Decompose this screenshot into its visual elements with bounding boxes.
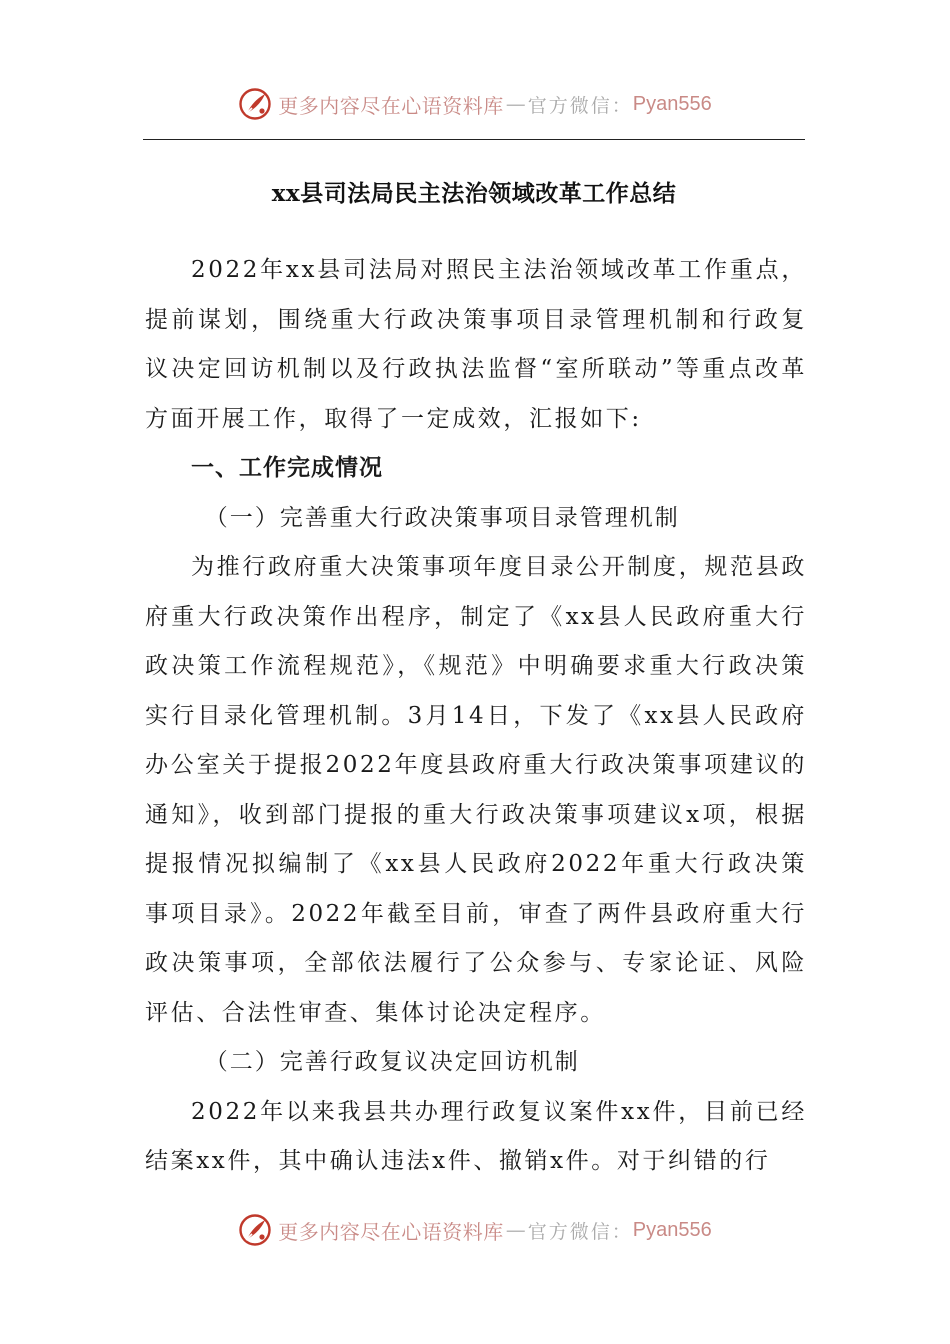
watermark-header — [0, 82, 950, 126]
watermark-dash: — — [505, 1218, 526, 1242]
subsection-heading-1: （一）完善重大行政决策事项目录管理机制 — [204, 504, 680, 531]
watermark-label: 官方微信： — [527, 94, 633, 117]
header-rule — [143, 139, 805, 140]
body-paragraph-2: 2022年以来我县共办理行政复议案件xx件，目前已经结案xx件，其中确认违法x件、撤销x件。对于纠错的行 — [145, 1098, 807, 1174]
watermark-dash: — — [505, 92, 526, 116]
quill-logo-icon — [238, 1213, 272, 1247]
watermark-label: 官方微信： — [527, 1220, 633, 1243]
watermark-brand: 更多内容尽在心语资料库 — [278, 1219, 504, 1244]
watermark-footer — [0, 1208, 950, 1252]
watermark-wechat-id: Pyan556 — [632, 92, 712, 115]
section-heading: 一、工作完成情况 — [191, 455, 383, 481]
intro-paragraph: 2022年xx县司法局对照民主法治领域改革工作重点，提前谋划，围绕重大行政决策事项目录管理机制和行政复议决定回访机制以及行政执法监督“室所联动”等重点改革方面开展工作，取得了一定成效，汇报如下: — [145, 257, 807, 432]
watermark-brand: 更多内容尽在心语资料库 — [278, 93, 504, 118]
document-title: xx县司法局民主法治领域改革工作总结 — [271, 180, 677, 207]
watermark-wechat-id: Pyan556 — [632, 1218, 712, 1241]
document-body — [145, 246, 807, 1187]
subsection-heading-2: （二）完善行政复议决定回访机制 — [204, 1049, 580, 1075]
quill-logo-icon — [238, 87, 272, 121]
body-paragraph-1: 为推行政府重大决策事项年度目录公开制度，规范县政府重大行政决策作出程序，制定了《xx县人民政府重大行政决策工作流程规范》，《规范》中明确要求重大行政决策实行目录化管理机制。3月14日，下发了《xx县人民政府办公室关于提报2022年度县政府重大行政决策事项建议的通知》，收到部门提报的重大行政决策事项建议x项，根据提报情况拟编制了《xx县人民政府2022年重大行政决策事项目录》。2022年截至目前，审查了两件县政府重大行政决策事项，全部依法履行了公众参与、专家论证、风险评估、合法性审查、集体讨论决定程序。 — [145, 554, 807, 1026]
